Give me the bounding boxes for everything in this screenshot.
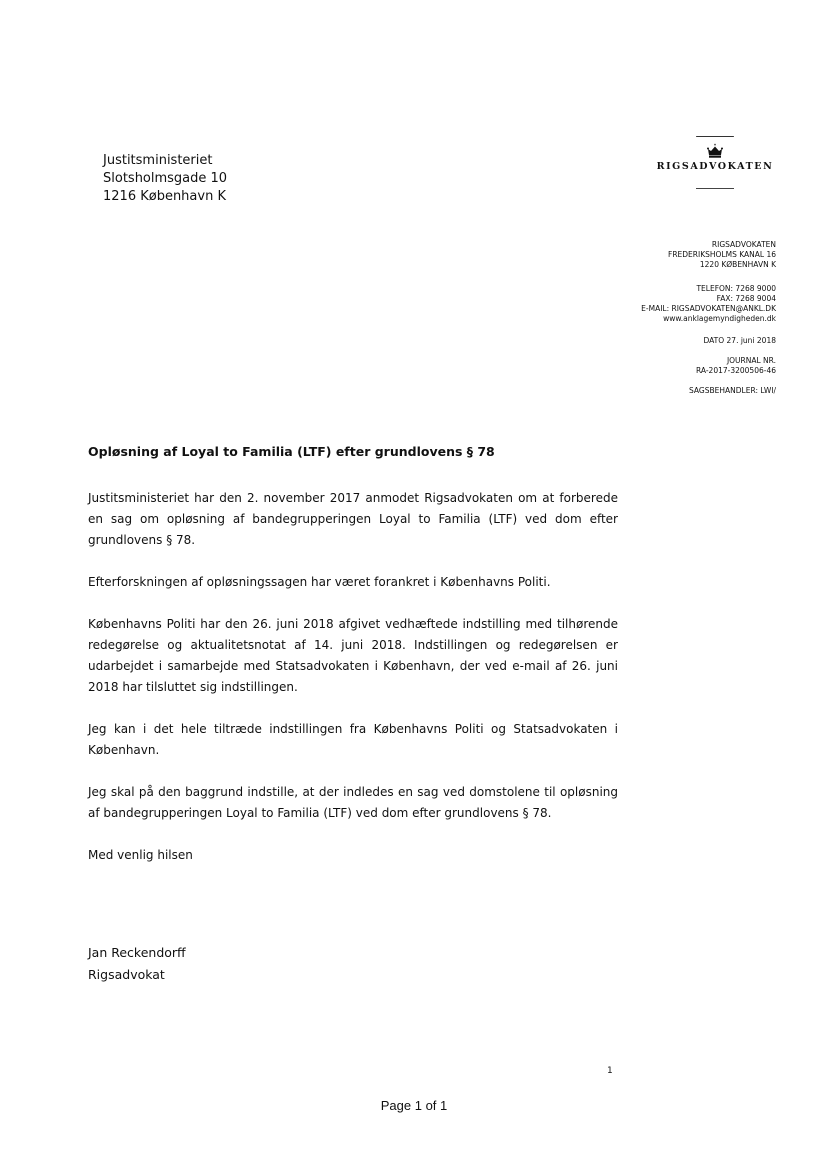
letter-date: DATO 27. juni 2018 [703, 336, 776, 345]
body-paragraph: Københavns Politi har den 26. juni 2018 afgivet vedhæftede indstilling med tilhørende redegørelse og aktualitetsnotat af 14. juni 2018. Indstillingen og redegørelsen er udarbejdet i samarbejde med Statsadvokaten i København, der ved e-mail af 26. juni 2018 har tilsluttet sig indstillingen. [88, 617, 618, 694]
sender-fax: FAX: 7268 9004 [716, 294, 776, 303]
journal-label: JOURNAL NR. [726, 356, 776, 365]
body-paragraph: Justitsministeriet har den 2. november 2017 anmodet Rigsadvokaten om at forberede en sag om opløsning af bandegrupperingen Loyal to Familia (LTF) ved dom efter grundlovens § 78. [88, 491, 618, 547]
signature-block [88, 942, 186, 986]
recipient-address [103, 152, 227, 206]
letterhead-logo [650, 136, 780, 189]
sender-name: RIGSADVOKATEN [711, 240, 776, 249]
sender-street: FREDERIKSHOLMS KANAL 16 [668, 250, 776, 259]
sender-info [641, 240, 776, 396]
sender-web: www.anklagemyndigheden.dk [663, 314, 776, 323]
recipient-street: Slotsholmsgade 10 [103, 171, 228, 186]
body-paragraph: Efterforskningen af opløsningssagen har været forankret i Københavns Politi. [88, 575, 551, 589]
sender-city: 1220 KØBENHAVN K [699, 260, 776, 269]
letter-body [88, 488, 618, 887]
sender-email: E-MAIL: RIGSADVOKATEN@ANKL.DK [641, 304, 776, 313]
letter-subject: Opløsning af Loyal to Familia (LTF) efter grundlovens § 78 [88, 444, 495, 459]
body-paragraph: Jeg skal på den baggrund indstille, at der indledes en sag ved domstolene til opløsning af bandegrupperingen Loyal to Familia (LTF) ved dom efter grundlovens § 78. [88, 785, 618, 820]
page-number: 1 [607, 1066, 613, 1076]
case-handler: SAGSBEHANDLER: LWI/ [689, 386, 776, 395]
recipient-name: Justitsministeriet [103, 153, 213, 168]
logo-divider-bottom [696, 188, 734, 189]
logo-divider-top [696, 136, 734, 137]
sender-phone: TELEFON: 7268 9000 [696, 284, 776, 293]
recipient-city: 1216 København K [103, 189, 226, 204]
signatory-name: Jan Reckendorff [88, 945, 186, 960]
page-footer: Page 1 of 1 [380, 1098, 448, 1113]
closing-greeting: Med venlig hilsen [88, 848, 193, 862]
crown-icon [706, 143, 724, 159]
body-paragraph: Jeg kan i det hele tiltræde indstillingen fra Københavns Politi og Statsadvokaten i København. [88, 722, 618, 757]
brand-name: RIGSADVOKATEN [656, 161, 774, 172]
signatory-title: Rigsadvokat [88, 967, 165, 982]
journal-number: RA-2017-3200506-46 [695, 366, 776, 375]
